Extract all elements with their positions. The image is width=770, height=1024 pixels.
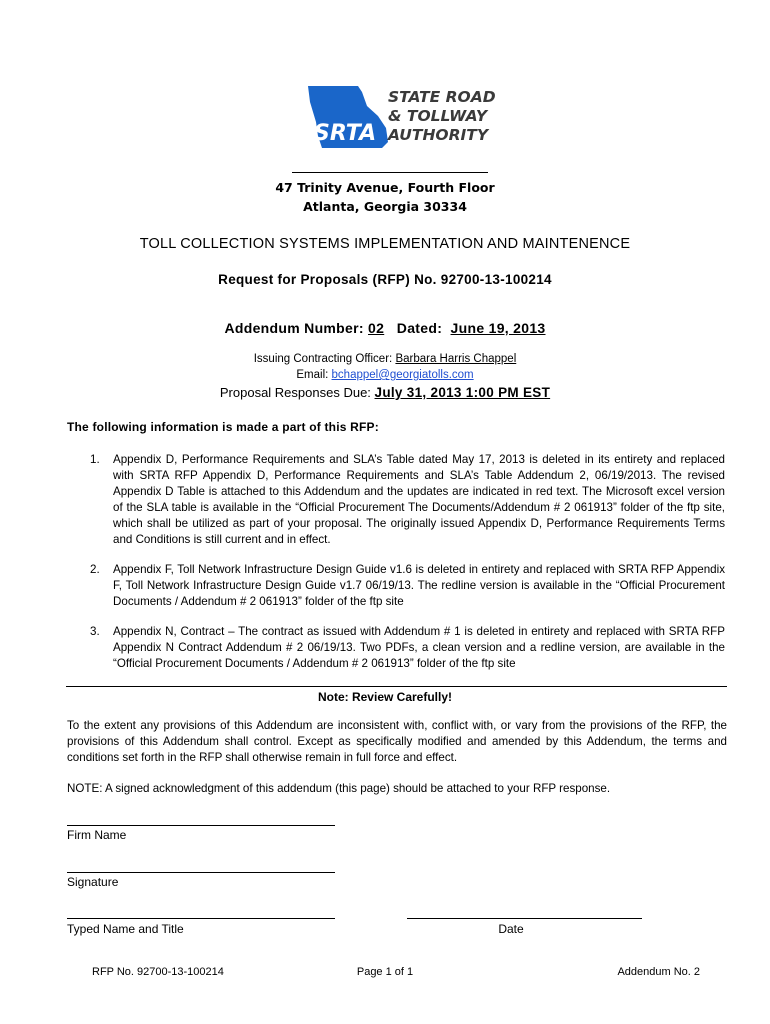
- document-title: TOLL COLLECTION SYSTEMS IMPLEMENTATION AND MAINTENENCE: [139, 236, 631, 252]
- officer-name: Barbara Harris Chappel: [395, 353, 517, 365]
- email-label: Email:: [296, 369, 329, 381]
- footer-page-number: Page 1 of 1: [356, 966, 414, 978]
- contact-email: [0, 369, 770, 381]
- item-number: 2.: [90, 563, 100, 576]
- date-line[interactable]: [407, 918, 642, 919]
- officer-label: Issuing Contracting Officer:: [253, 353, 393, 365]
- dated-label: Dated:: [396, 320, 443, 336]
- svg-text:AUTHORITY: AUTHORITY: [388, 126, 489, 144]
- signature-label: Signature: [67, 875, 119, 889]
- acknowledgment-note: NOTE: A signed acknowledgment of this addendum (this page) should be attached to your RFP response.: [67, 782, 611, 795]
- rfp-number: Request for Proposals (RFP) No. 92700-13-100214: [218, 272, 552, 287]
- addendum-number: 02: [368, 320, 385, 336]
- item-number: 3.: [90, 625, 100, 638]
- address-line-2: Atlanta, Georgia 30334: [303, 199, 467, 214]
- due-label: Proposal Responses Due:: [219, 385, 371, 400]
- typed-name-label: Typed Name and Title: [67, 922, 184, 936]
- due-date: July 31, 2013 1:00 PM EST: [374, 385, 551, 400]
- address-line-1: 47 Trinity Avenue, Fourth Floor: [275, 180, 495, 195]
- firm-name-label: Firm Name: [67, 828, 127, 842]
- logo-divider: [292, 172, 488, 173]
- item-text: Appendix D, Performance Requirements and SLA’s Table dated May 17, 2013 is deleted in its entirety and replaced with SRTA RFP Appendix D, Performance Requirements and SLA’s Table Addendum 2, 06/19/2013. The revised Appendix D Table is attached to this Addendum and the updates are indicated in red text. The Microsoft excel version of the SLA table is available in the “Official Procurement The Documents/Addendum # 2 061913” folder of the ftp site, which shall be utilized as part of your proposal. The originally issued Appendix D, Performance Requirements Terms and Conditions is still current and in effect.: [113, 453, 725, 546]
- note-paragraph: To the extent any provisions of this Addendum are inconsistent with, conflict with, or vary from the provisions of the RFP, the provisions of this Addendum shall control. Except as specifically modified and amended by this Addendum, the terms and conditions set forth in the RFP shall otherwise remain in full force and effect.: [67, 719, 727, 764]
- addendum-label: Addendum Number:: [224, 320, 364, 336]
- addendum-date: June 19, 2013: [450, 320, 546, 336]
- signature-line[interactable]: [67, 872, 335, 873]
- georgia-map-icon: [306, 84, 496, 150]
- item-number: 1.: [90, 453, 100, 466]
- proposal-due: [0, 385, 770, 400]
- svg-text:& TOLLWAY: & TOLLWAY: [388, 107, 488, 125]
- email-link[interactable]: bchappel@georgiatolls.com: [331, 369, 474, 381]
- footer-addendum-number: Addendum No. 2: [617, 966, 700, 978]
- firm-name-line[interactable]: [67, 825, 335, 826]
- svg-text:SRTA: SRTA: [314, 121, 377, 146]
- item-text: Appendix F, Toll Network Infrastructure Design Guide v1.6 is deleted in entirety and replaced with SRTA RFP Appendix F, Toll Network Infrastructure Design Guide v1.7 06/19/13. The redline version is available in the “Official Procurement Documents / Addendum # 2 061913” folder of the ftp site: [113, 563, 725, 608]
- addendum-line: [0, 320, 770, 336]
- contracting-officer: [0, 353, 770, 365]
- footer-rfp-number: RFP No. 92700-13-100214: [92, 966, 224, 978]
- date-label: Date: [498, 922, 524, 936]
- typed-name-line[interactable]: [67, 918, 335, 919]
- note-heading: Note: Review Carefully!: [317, 690, 453, 704]
- item-text: Appendix N, Contract – The contract as issued with Addendum # 1 is deleted in entirety and replaced with SRTA RFP Appendix N Contract Addendum # 2 06/19/13. Two PDFs, a clean version and a redline version, are available in the “Official Procurement Documents / Addendum # 2 061913” folder of the ftp site: [113, 625, 725, 670]
- svg-text:STATE ROAD: STATE ROAD: [388, 88, 496, 106]
- srta-logo: [306, 84, 496, 150]
- section-divider: [66, 686, 727, 687]
- intro-text: The following information is made a part of this RFP:: [67, 420, 379, 434]
